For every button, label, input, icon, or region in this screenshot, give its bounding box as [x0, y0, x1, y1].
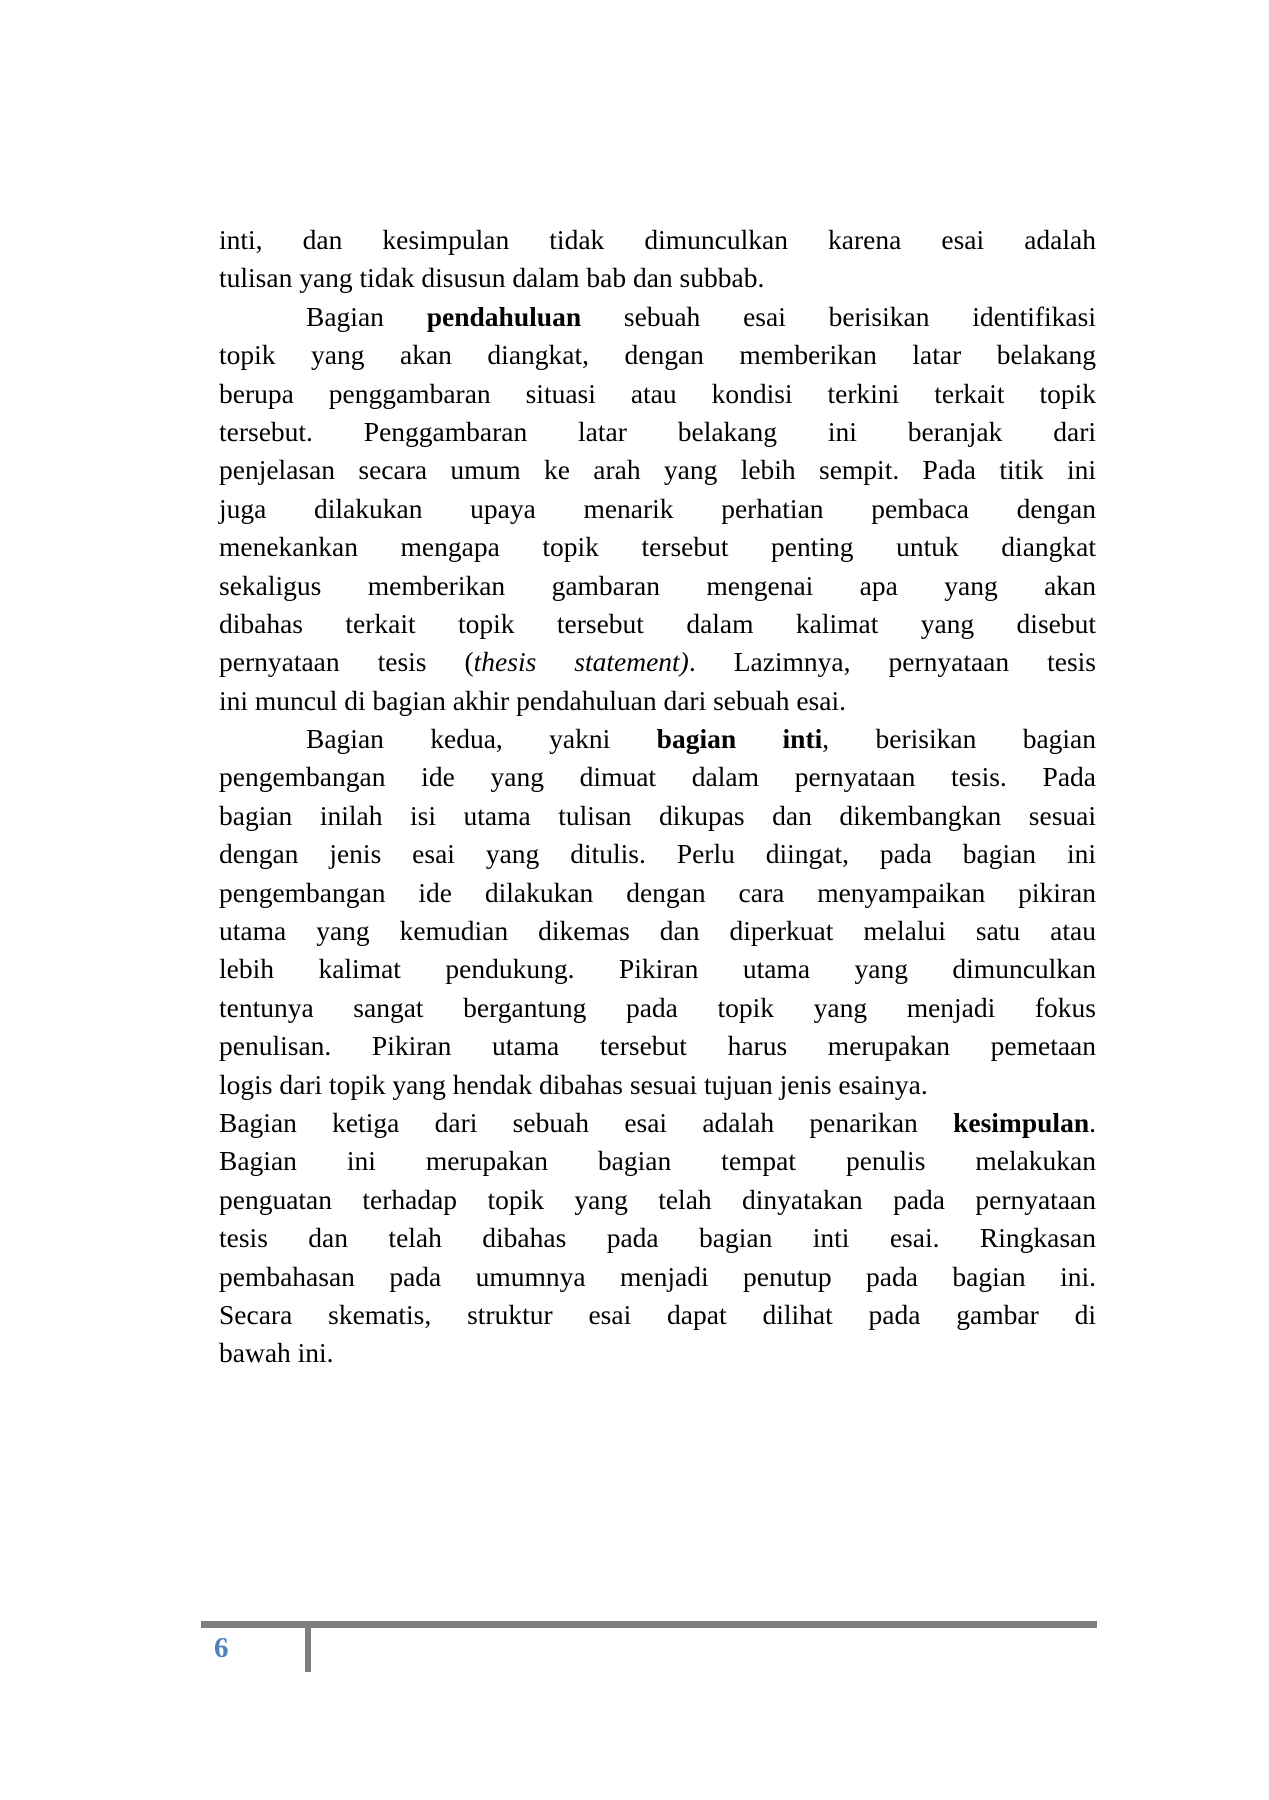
text-line	[219, 221, 1096, 259]
text-line	[219, 835, 1096, 873]
text-line	[219, 643, 1096, 681]
text-run: tersebut. Penggambaran latar belakang ini beranjak dari	[219, 415, 1096, 447]
text-run: juga dilakukan upaya menarik perhatian pembaca dengan	[219, 492, 1096, 524]
text-line	[219, 1181, 1096, 1219]
text-line	[219, 797, 1096, 835]
text-run: Bagian	[306, 300, 427, 332]
text-run: .	[1089, 1106, 1096, 1138]
text-line	[219, 1296, 1096, 1334]
text-line	[219, 375, 1096, 413]
text-run: penjelasan secara umum ke arah yang lebih sempit. Pada titik ini	[219, 454, 1096, 486]
text-run: menekankan mengapa topik tersebut penting untuk diangkat	[219, 531, 1096, 563]
body-text	[219, 221, 1096, 1373]
text-run: tesis dan telah dibahas pada bagian inti esai. Ringkasan	[219, 1222, 1096, 1254]
bold-term: kesimpulan	[953, 1106, 1090, 1138]
text-run: dengan jenis esai yang ditulis. Perlu diingat, pada bagian ini	[219, 838, 1096, 870]
text-line	[219, 720, 1096, 758]
text-line	[219, 1027, 1096, 1065]
text-run: pembahasan pada umumnya menjadi penutup pada bagian ini.	[219, 1260, 1096, 1292]
text-run: tentunya sangat bergantung pada topik yang menjadi fokus	[219, 991, 1096, 1023]
text-run: pengembangan ide dilakukan dengan cara menyampaikan pikiran	[219, 876, 1096, 908]
text-line	[219, 451, 1096, 489]
text-line	[219, 1066, 1096, 1104]
text-line	[219, 758, 1096, 796]
bold-term: bagian inti	[656, 723, 823, 755]
text-run: ini muncul di bagian akhir pendahuluan dari sebuah esai.	[219, 684, 846, 716]
text-line	[219, 874, 1096, 912]
text-run: utama yang kemudian dikemas dan diperkuat melalui satu atau	[219, 915, 1096, 947]
text-line	[219, 682, 1096, 720]
text-line	[219, 950, 1096, 988]
text-line	[219, 298, 1096, 336]
text-run: logis dari topik yang hendak dibahas sesuai tujuan jenis esainya.	[219, 1068, 928, 1100]
text-line	[219, 605, 1096, 643]
text-line	[219, 528, 1096, 566]
italic-term: thesis statement)	[473, 646, 689, 678]
text-run: penguatan terhadap topik yang telah dinyatakan pada pernyataan	[219, 1183, 1096, 1215]
text-line	[219, 912, 1096, 950]
footer-rule	[201, 1621, 1097, 1628]
text-run: Secara skematis, struktur esai dapat dilihat pada gambar di	[219, 1298, 1096, 1330]
text-line	[219, 413, 1096, 451]
text-line	[219, 336, 1096, 374]
text-line	[219, 259, 1096, 297]
text-line	[219, 1258, 1096, 1296]
text-line	[219, 1219, 1096, 1257]
text-run: . Lazimnya, pernyataan tesis	[688, 646, 1096, 678]
text-run: sekaligus memberikan gambaran mengenai apa yang akan	[219, 569, 1096, 601]
text-line	[219, 1104, 1096, 1142]
text-run: inti, dan kesimpulan tidak dimunculkan karena esai adalah	[219, 224, 1096, 255]
text-run: pengembangan ide yang dimuat dalam pernyataan tesis. Pada	[219, 761, 1096, 793]
text-line	[219, 567, 1096, 605]
text-run: penulisan. Pikiran utama tersebut harus merupakan pemetaan	[219, 1030, 1096, 1062]
text-run: pernyataan tesis (	[219, 646, 474, 678]
bold-term: pendahuluan	[426, 300, 582, 332]
text-run: topik yang akan diangkat, dengan memberikan latar belakang	[219, 339, 1096, 371]
text-run: , berisikan bagian	[822, 723, 1096, 755]
text-line	[219, 490, 1096, 528]
text-run: dibahas terkait topik tersebut dalam kalimat yang disebut	[219, 607, 1096, 639]
text-line	[219, 1142, 1096, 1180]
text-run: sebuah esai berisikan identifikasi	[581, 300, 1096, 332]
page-number: 6	[214, 1632, 229, 1664]
text-run: Bagian ketiga dari sebuah esai adalah penarikan	[219, 1106, 954, 1138]
text-line	[219, 1334, 1096, 1372]
text-run: bawah ini.	[219, 1337, 334, 1369]
text-run: Bagian ini merupakan bagian tempat penulis melakukan	[219, 1145, 1096, 1177]
text-line	[219, 989, 1096, 1027]
text-run: berupa penggambaran situasi atau kondisi terkini terkait topik	[219, 377, 1096, 409]
text-run: tulisan yang tidak disusun dalam bab dan subbab.	[219, 262, 765, 294]
text-run: bagian inilah isi utama tulisan dikupas dan dikembangkan sesuai	[219, 799, 1096, 831]
text-run: Bagian kedua, yakni	[306, 723, 657, 755]
footer-divider	[305, 1628, 311, 1672]
text-run: lebih kalimat pendukung. Pikiran utama yang dimunculkan	[219, 953, 1096, 985]
